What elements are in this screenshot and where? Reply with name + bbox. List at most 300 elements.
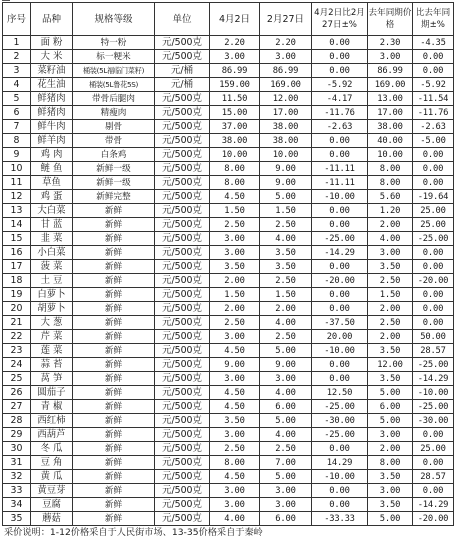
cell-name: 面 粉: [31, 36, 73, 50]
cell-apr2: 4.00: [210, 512, 260, 526]
header-cmp-year: 比去年同期±%: [413, 3, 454, 36]
cell-apr2: 9.00: [210, 358, 260, 372]
cell-feb27: 9.00: [260, 358, 312, 372]
table-header: [3, 3, 454, 36]
cell-feb27: 1.50: [260, 288, 312, 302]
cell-last-year: 5.00: [368, 414, 413, 428]
cell-feb27: 2.50: [260, 218, 312, 232]
cell-last-year: 5.00: [368, 386, 413, 400]
cell-cmp-feb: -2.63: [312, 120, 368, 134]
table-row: [3, 470, 454, 484]
cell-feb27: 9.00: [260, 176, 312, 190]
cell-seq: 19: [3, 288, 31, 302]
cell-name: 菜籽油: [31, 64, 73, 78]
cell-apr2: 3.50: [210, 414, 260, 428]
cell-last-year: 2.00: [368, 218, 413, 232]
cell-last-year: 3.50: [368, 498, 413, 512]
cell-cmp-feb: -10.00: [312, 344, 368, 358]
cell-last-year: 2.50: [368, 316, 413, 330]
table-row: [3, 316, 454, 330]
cell-cmp-feb: -33.33: [312, 512, 368, 526]
cell-cmp-year: -25.00: [413, 358, 454, 372]
table-row: [3, 498, 454, 512]
cell-seq: 33: [3, 484, 31, 498]
cell-name: 青 椒: [31, 400, 73, 414]
cell-cmp-year: 0.00: [413, 148, 454, 162]
cell-last-year: 12.00: [368, 358, 413, 372]
cell-cmp-feb: 0.00: [312, 288, 368, 302]
cell-spec: 新鲜: [73, 358, 155, 372]
cell-unit: 元/500克: [155, 414, 210, 428]
cell-name: 鲢 鱼: [31, 162, 73, 176]
cell-cmp-year: -20.00: [413, 512, 454, 526]
cell-feb27: 6.00: [260, 512, 312, 526]
cell-last-year: 2.00: [368, 302, 413, 316]
cell-cmp-feb: 0.00: [312, 36, 368, 50]
cell-last-year: 3.00: [368, 50, 413, 64]
cell-feb27: 2.50: [260, 442, 312, 456]
cell-unit: 元/500克: [155, 358, 210, 372]
cell-cmp-feb: -14.29: [312, 246, 368, 260]
table-row: [3, 400, 454, 414]
cell-feb27: 3.00: [260, 50, 312, 64]
cell-cmp-feb: 0.00: [312, 302, 368, 316]
cell-cmp-feb: -37.50: [312, 316, 368, 330]
cell-cmp-feb: 0.00: [312, 442, 368, 456]
cell-last-year: 3.00: [368, 246, 413, 260]
cell-name: 黄 瓜: [31, 470, 73, 484]
cell-feb27: 2.50: [260, 274, 312, 288]
cell-cmp-feb: -25.00: [312, 232, 368, 246]
cell-feb27: 10.00: [260, 148, 312, 162]
cell-last-year: 2.50: [368, 274, 413, 288]
table-row: [3, 64, 454, 78]
cell-apr2: 3.00: [210, 428, 260, 442]
cell-name: 鲜猪肉: [31, 92, 73, 106]
cell-unit: 元/桶: [155, 64, 210, 78]
cell-name: 甘 蓝: [31, 218, 73, 232]
header-name: 品种: [31, 3, 73, 36]
table-row: [3, 120, 454, 134]
cell-unit: 元/500克: [155, 246, 210, 260]
cell-unit: 元/500克: [155, 442, 210, 456]
cell-name: 圆茄子: [31, 386, 73, 400]
cell-apr2: 4.50: [210, 470, 260, 484]
cell-seq: 9: [3, 148, 31, 162]
header-spec: 规格等级: [73, 3, 155, 36]
cell-cmp-feb: -11.76: [312, 106, 368, 120]
cell-apr2: 38.00: [210, 134, 260, 148]
cell-spec: 新鲜一级: [73, 176, 155, 190]
cell-spec: 新鲜: [73, 400, 155, 414]
cell-cmp-year: -14.29: [413, 372, 454, 386]
cell-last-year: 13.00: [368, 92, 413, 106]
table-row: [3, 176, 454, 190]
cell-name: 豆 角: [31, 456, 73, 470]
cell-seq: 14: [3, 218, 31, 232]
cell-spec: 新鲜: [73, 274, 155, 288]
cell-cmp-feb: -25.00: [312, 428, 368, 442]
cell-feb27: 17.00: [260, 106, 312, 120]
cell-feb27: 3.50: [260, 260, 312, 274]
cell-name: 土 豆: [31, 274, 73, 288]
cell-cmp-feb: 0.00: [312, 260, 368, 274]
cell-name: 花生油: [31, 78, 73, 92]
cell-cmp-feb: -5.92: [312, 78, 368, 92]
table-row: [3, 218, 454, 232]
cell-unit: 元/500克: [155, 484, 210, 498]
cell-name: 芹 菜: [31, 330, 73, 344]
cell-cmp-feb: 20.00: [312, 330, 368, 344]
cell-seq: 34: [3, 498, 31, 512]
cell-spec: 特一粉: [73, 36, 155, 50]
table-row: [3, 302, 454, 316]
cell-cmp-year: 0.00: [413, 162, 454, 176]
cell-cmp-feb: -11.11: [312, 162, 368, 176]
cell-seq: 32: [3, 470, 31, 484]
cell-cmp-feb: 14.29: [312, 456, 368, 470]
cell-last-year: 2.30: [368, 36, 413, 50]
cell-spec: 新鲜: [73, 372, 155, 386]
cell-cmp-year: 0.00: [413, 64, 454, 78]
header-cmp-feb: 4月2日比2月27日±%: [312, 3, 368, 36]
cell-cmp-feb: -4.17: [312, 92, 368, 106]
cell-cmp-year: 0.00: [413, 260, 454, 274]
cell-apr2: 4.50: [210, 344, 260, 358]
cell-feb27: 86.99: [260, 64, 312, 78]
cell-last-year: 4.00: [368, 232, 413, 246]
cell-unit: 元/500克: [155, 456, 210, 470]
cell-name: 豆腐: [31, 498, 73, 512]
cell-name: 鲜猪肉: [31, 106, 73, 120]
cell-last-year: 8.00: [368, 176, 413, 190]
cell-feb27: 6.00: [260, 400, 312, 414]
cell-spec: 新鲜完整: [73, 190, 155, 204]
cell-name: 西红柿: [31, 414, 73, 428]
cell-apr2: 37.00: [210, 120, 260, 134]
cell-seq: 27: [3, 400, 31, 414]
cell-apr2: 4.50: [210, 190, 260, 204]
cell-seq: 24: [3, 358, 31, 372]
cell-unit: 元/500克: [155, 386, 210, 400]
cell-cmp-year: 0.00: [413, 50, 454, 64]
cell-seq: 35: [3, 512, 31, 526]
cell-cmp-year: 0.00: [413, 484, 454, 498]
cell-cmp-feb: 0.00: [312, 50, 368, 64]
cell-seq: 25: [3, 372, 31, 386]
cell-last-year: 5.00: [368, 512, 413, 526]
cell-spec: 新鲜: [73, 232, 155, 246]
cell-spec: 白条鸡: [73, 148, 155, 162]
cell-feb27: 4.00: [260, 316, 312, 330]
cell-spec: 新鲜: [73, 260, 155, 274]
table-row: [3, 204, 454, 218]
cell-cmp-year: 0.00: [413, 176, 454, 190]
cell-cmp-year: -25.00: [413, 400, 454, 414]
table-row: [3, 344, 454, 358]
cell-cmp-year: 28.57: [413, 470, 454, 484]
cell-feb27: 3.00: [260, 498, 312, 512]
cell-spec: 带骨: [73, 134, 155, 148]
cell-apr2: 10.00: [210, 148, 260, 162]
cell-cmp-year: 0.00: [413, 456, 454, 470]
cell-spec: 新鲜: [73, 218, 155, 232]
cell-seq: 15: [3, 232, 31, 246]
table-row: [3, 232, 454, 246]
cell-last-year: 3.50: [368, 260, 413, 274]
cell-cmp-year: 0.00: [413, 288, 454, 302]
cell-feb27: 4.00: [260, 232, 312, 246]
cell-spec: 新鲜: [73, 512, 155, 526]
cell-apr2: 15.00: [210, 106, 260, 120]
cell-unit: 元/500克: [155, 330, 210, 344]
cell-cmp-feb: -30.00: [312, 414, 368, 428]
cell-feb27: 4.00: [260, 386, 312, 400]
cell-unit: 元/500克: [155, 120, 210, 134]
cell-feb27: 12.00: [260, 92, 312, 106]
cell-unit: 元/500克: [155, 50, 210, 64]
cell-cmp-year: -11.54: [413, 92, 454, 106]
cell-apr2: 3.00: [210, 246, 260, 260]
cell-name: 鸡 肉: [31, 148, 73, 162]
cell-cmp-feb: 0.00: [312, 204, 368, 218]
cell-cmp-feb: -11.11: [312, 176, 368, 190]
cell-apr2: 4.50: [210, 386, 260, 400]
cell-spec: 新鲜: [73, 484, 155, 498]
header-last-year: 去年同期价格: [368, 3, 413, 36]
cell-unit: 元/500克: [155, 218, 210, 232]
cell-spec: 新鲜: [73, 428, 155, 442]
price-source-note: 采价说明：1-12价格采自于人民街市场、13-35价格采自于秦岭: [4, 527, 263, 538]
cell-spec: 桶装(5L福临门菜籽): [73, 64, 155, 78]
cell-apr2: 8.00: [210, 456, 260, 470]
cell-cmp-feb: -10.00: [312, 470, 368, 484]
cell-feb27: 2.50: [260, 330, 312, 344]
cell-last-year: 1.20: [368, 204, 413, 218]
cell-seq: 8: [3, 134, 31, 148]
cell-seq: 26: [3, 386, 31, 400]
cell-apr2: 2.20: [210, 36, 260, 50]
cell-apr2: 2.50: [210, 316, 260, 330]
table-row: [3, 190, 454, 204]
cell-unit: 元/500克: [155, 134, 210, 148]
table-row: [3, 162, 454, 176]
cell-spec: 新鲜: [73, 498, 155, 512]
cell-cmp-feb: 0.00: [312, 134, 368, 148]
cell-unit: 元/500克: [155, 400, 210, 414]
cell-last-year: 17.00: [368, 106, 413, 120]
cell-name: 胡萝卜: [31, 302, 73, 316]
header-feb27: 2月27日: [260, 3, 312, 36]
cell-unit: 元/500克: [155, 274, 210, 288]
table-row: [3, 78, 454, 92]
table-row: [3, 372, 454, 386]
table-row: [3, 358, 454, 372]
cell-feb27: 5.00: [260, 344, 312, 358]
cell-spec: 新鲜: [73, 288, 155, 302]
cell-spec: 新鲜: [73, 330, 155, 344]
cell-cmp-year: 0.00: [413, 428, 454, 442]
cell-apr2: 2.50: [210, 442, 260, 456]
table-row: [3, 92, 454, 106]
cell-spec: 新鲜: [73, 456, 155, 470]
cell-spec: 桶装(5L鲁花5S): [73, 78, 155, 92]
cell-name: 西葫芦: [31, 428, 73, 442]
cell-unit: 元/500克: [155, 302, 210, 316]
cell-cmp-year: -14.29: [413, 498, 454, 512]
cell-feb27: 4.00: [260, 428, 312, 442]
cell-cmp-year: 50.00: [413, 330, 454, 344]
cell-seq: 29: [3, 428, 31, 442]
cell-seq: 2: [3, 50, 31, 64]
cell-cmp-feb: 0.00: [312, 498, 368, 512]
cell-name: 白萝卜: [31, 288, 73, 302]
cell-feb27: 169.00: [260, 78, 312, 92]
cell-cmp-year: -30.00: [413, 414, 454, 428]
cell-spec: 新鲜: [73, 386, 155, 400]
cell-spec: 剔骨: [73, 120, 155, 134]
cell-seq: 3: [3, 64, 31, 78]
table-row: [3, 148, 454, 162]
cell-unit: 元/桶: [155, 78, 210, 92]
cell-last-year: 8.00: [368, 162, 413, 176]
cell-name: 蒜 苔: [31, 358, 73, 372]
cell-cmp-year: 25.00: [413, 218, 454, 232]
cell-feb27: 38.00: [260, 120, 312, 134]
cell-unit: 元/500克: [155, 316, 210, 330]
cell-feb27: 2.20: [260, 36, 312, 50]
table-row: [3, 386, 454, 400]
cell-unit: 元/500克: [155, 190, 210, 204]
cell-seq: 17: [3, 260, 31, 274]
cell-seq: 20: [3, 302, 31, 316]
cell-seq: 28: [3, 414, 31, 428]
table-row: [3, 274, 454, 288]
cell-cmp-year: -20.00: [413, 274, 454, 288]
cell-feb27: 38.00: [260, 134, 312, 148]
cell-spec: 新鲜: [73, 414, 155, 428]
cell-cmp-feb: -20.00: [312, 274, 368, 288]
cell-last-year: 38.00: [368, 120, 413, 134]
cell-last-year: 1.50: [368, 288, 413, 302]
table-body: [3, 36, 454, 526]
cell-cmp-year: -10.00: [413, 386, 454, 400]
cell-seq: 30: [3, 442, 31, 456]
cell-apr2: 11.50: [210, 92, 260, 106]
cell-unit: 元/500克: [155, 344, 210, 358]
cell-name: 草鱼: [31, 176, 73, 190]
cell-unit: 元/500克: [155, 428, 210, 442]
cell-cmp-year: 25.00: [413, 204, 454, 218]
cell-name: 小白菜: [31, 246, 73, 260]
cell-apr2: 3.00: [210, 330, 260, 344]
cell-feb27: 3.50: [260, 246, 312, 260]
cell-last-year: 10.00: [368, 148, 413, 162]
cell-cmp-year: 0.00: [413, 246, 454, 260]
cell-apr2: 3.00: [210, 50, 260, 64]
cell-cmp-feb: 0.00: [312, 64, 368, 78]
cell-name: 冬 瓜: [31, 442, 73, 456]
cell-apr2: 2.50: [210, 218, 260, 232]
table-row: [3, 442, 454, 456]
cell-apr2: 2.00: [210, 302, 260, 316]
cell-feb27: 2.00: [260, 302, 312, 316]
cell-spec: 新鲜一级: [73, 162, 155, 176]
table-row: [3, 260, 454, 274]
cell-apr2: 2.00: [210, 274, 260, 288]
cell-feb27: 5.00: [260, 190, 312, 204]
table-row: [3, 134, 454, 148]
cell-apr2: 86.99: [210, 64, 260, 78]
cell-last-year: 2.00: [368, 330, 413, 344]
cell-cmp-feb: -10.00: [312, 190, 368, 204]
cell-cmp-feb: 0.00: [312, 372, 368, 386]
cell-spec: 新鲜: [73, 302, 155, 316]
cell-spec: 新鲜: [73, 316, 155, 330]
cell-unit: 元/500克: [155, 372, 210, 386]
cell-name: 鲜羊肉: [31, 134, 73, 148]
cell-cmp-year: -5.00: [413, 134, 454, 148]
cell-last-year: 3.00: [368, 428, 413, 442]
cell-seq: 1: [3, 36, 31, 50]
cell-name: 韭 菜: [31, 232, 73, 246]
cell-name: 大 葱: [31, 316, 73, 330]
cell-seq: 10: [3, 162, 31, 176]
cell-last-year: 5.60: [368, 190, 413, 204]
cell-apr2: 1.50: [210, 204, 260, 218]
header-apr2: 4月2日: [210, 3, 260, 36]
cell-apr2: 8.00: [210, 162, 260, 176]
cell-name: 蘑菇: [31, 512, 73, 526]
cell-spec: 标一粳米: [73, 50, 155, 64]
cell-last-year: 8.00: [368, 456, 413, 470]
cell-spec: 新鲜: [73, 246, 155, 260]
cell-cmp-feb: 0.00: [312, 148, 368, 162]
table-row: [3, 428, 454, 442]
cell-name: 菠 菜: [31, 260, 73, 274]
cell-spec: 新鲜: [73, 442, 155, 456]
cell-feb27: 1.50: [260, 204, 312, 218]
header-unit: 单位: [155, 3, 210, 36]
cell-cmp-feb: 0.00: [312, 358, 368, 372]
header-seq: 序号: [3, 3, 31, 36]
cell-apr2: 159.00: [210, 78, 260, 92]
cell-last-year: 40.00: [368, 134, 413, 148]
cell-seq: 5: [3, 92, 31, 106]
cell-cmp-year: -2.63: [413, 120, 454, 134]
table-row: [3, 246, 454, 260]
cell-unit: 元/500克: [155, 162, 210, 176]
cell-feb27: 3.00: [260, 372, 312, 386]
cell-cmp-feb: -25.00: [312, 400, 368, 414]
table-row: [3, 330, 454, 344]
cell-seq: 12: [3, 190, 31, 204]
cell-seq: 6: [3, 106, 31, 120]
cell-last-year: 3.50: [368, 344, 413, 358]
cell-cmp-year: -5.92: [413, 78, 454, 92]
cell-seq: 11: [3, 176, 31, 190]
cell-unit: 元/500克: [155, 176, 210, 190]
cell-seq: 31: [3, 456, 31, 470]
cell-last-year: 3.50: [368, 372, 413, 386]
cell-name: 大 米: [31, 50, 73, 64]
cell-name: 大白菜: [31, 204, 73, 218]
cell-feb27: 9.00: [260, 162, 312, 176]
cell-seq: 22: [3, 330, 31, 344]
cell-spec: 带骨后腿肉: [73, 92, 155, 106]
table-row: [3, 106, 454, 120]
cell-name: 黄豆芽: [31, 484, 73, 498]
